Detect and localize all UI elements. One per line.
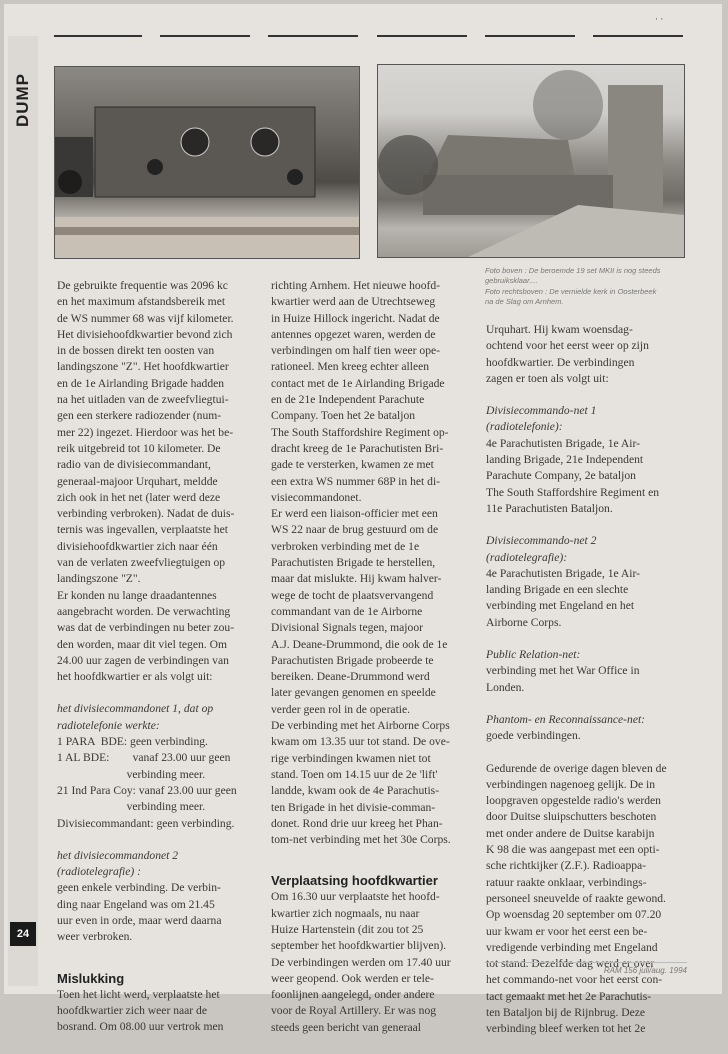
paragraph: 1 PARA BDE: geen verbinding. 1 AL BDE: vanaf 23.00 uur geen verbinding meer. 21 Ind Para Coy: vanaf 23.00 uur geen verbinding meer. Divisiecommandant: geen verbinding. bbox=[57, 735, 237, 830]
paragraph: 4e Parachutisten Brigade, 1e Air- landing Brigade, 21e Independent Parachute Company, 2e bataljon The South Staffordshire Regiment en 11e Parachutisten Bataljon. bbox=[486, 436, 660, 515]
paragraph: Urquhart. Hij kwam woensdag- ochtend voor het eerst weer op zijn hoofdkwartier. De verbindingen zagen er toen als volgt uit: bbox=[486, 323, 649, 385]
text-column-1 bbox=[57, 278, 269, 1051]
subheading-italic: Divisiecommando-net 1 (radiotelefonie): bbox=[486, 404, 597, 434]
section-heading: Verplaatsing hoofdkwartier bbox=[271, 873, 438, 889]
subheading-italic: Public Relation-net: bbox=[486, 648, 581, 662]
top-rule bbox=[593, 35, 683, 37]
paragraph: 4e Parachutisten Brigade, 1e Air- landing Brigade en een slechte verbinding met Engeland en het Airborne Corps. bbox=[486, 566, 640, 629]
paragraph: verbinding met het War Office in Londen. bbox=[486, 664, 640, 694]
section-heading: Mislukking bbox=[57, 970, 125, 986]
section-title: DUMP bbox=[13, 72, 32, 128]
photo-radio-set bbox=[54, 66, 360, 259]
church-illustration bbox=[378, 65, 684, 257]
top-rule bbox=[160, 35, 250, 37]
subheading-italic: het divisiecommandonet 2 (radiotelegrafie) : bbox=[57, 848, 179, 879]
text-column-3 bbox=[486, 322, 698, 1054]
top-rule bbox=[268, 35, 358, 37]
photo-ruined-church bbox=[377, 64, 685, 258]
subheading-italic: Phantom- en Reconnaissance-net: bbox=[486, 712, 646, 726]
section-label bbox=[6, 70, 40, 130]
paragraph: geen enkele verbinding. De verbin- ding naar Engeland was om 21.45 uur even in orde, maar werd daarna weer verbroken. bbox=[57, 881, 222, 944]
paragraph: richting Arnhem. Het nieuwe hoofd- kwartier werd aan de Utrechtseweg in Huize Hillock ingericht. Nadat de antennes opgezet waren, werden de verbindingen om half tien weer ope- rationeel. Men kreeg echter alleen contact met de 1e Airlanding Brigade en de 21e Independent Parachute Company. Toen het 2e bataljon The South Staffordshire Regiment op- dracht kreeg de 1e Parachutisten Bri- gade te versterken, kwamen ze met een extra WS nummer 68P in het di- visiecommandonet. Er werd een liaison-officier met een WS 22 naar de brug gestuurd om de verbroken verbinding met de 1e Parachutisten Brigade te herstellen, maar dat mislukte. Hij kwam halver- wege de tocht de plaatsvervangend commandant van de 1e Airborne Divisional Signals tegen, majoor A.J. Deane-Drummond, die ook de 1e Parachutisten Brigade probeerde te bereiken. Deane-Drummond werd later gevangen genomen en speelde verder geen rol in de operatie. De verbinding met het Airborne Corps kwam om 13.35 uur tot stand. De ove- rige verbindingen kwamen niet tot stand. Toen om 14.15 uur de 2e 'lift' landde, kwam ook de 4e Parachutis- ten Brigade in het divisie-comman- donet. Rond drie uur kreeg het Phan- tom-net verbinding met het 30e Corps. bbox=[271, 279, 451, 847]
paragraph: Om 16.30 uur verplaatste het hoofd- kwartier zich nogmaals, nu naar Huize Hartenstein (dit zou tot 25 september het hoofdkwartier blijven). De verbindingen werden om 17.40 uur weer geopend. Ook werden er tele- foonlijnen aangelegd, onder andere voor de Royal Artillery. Er was nog steeds geen bericht van generaal bbox=[271, 890, 451, 1034]
subheading-italic: Divisiecommando-net 2 (radiotelegrafie): bbox=[486, 534, 597, 564]
top-rule bbox=[54, 35, 142, 37]
corner-mark: · · bbox=[655, 14, 664, 24]
paragraph: De gebruikte frequentie was 2096 kc en het maximum afstandsbereik met de WS nummer 68 was vijf kilometer. Het divisiehoofdkwartier bevond zich in de bossen direkt ten oosten van landingszone "Z". Het hoofdkwartier en de 1e Airlanding Brigade hadden na het uitladen van de zweefvliegtui- gen een sterkere radiozender (num- mer 22) ingezet. Hierdoor was het be- reik uitgebreid tot 10 kilometer. De radio van de divisiecommandant, generaal-majoor Urquhart, meldde zich ook in het net (later werd deze verbinding verbroken). Nadat de duis- ternis was ingevallen, verplaatste het divisiehoofdkwartier zich naar één van de verlaten zweefvliegtuigen op landingszone "Z". Er konden nu lange draadantennes aangebracht worden. De verwachting was dat de verbindingen nu beter zou- den worden, maar dit viel tegen. Om 24.00 uur zagen de verbindingen van het hoofdkwartier er als volgt uit: bbox=[57, 279, 235, 684]
top-rule bbox=[485, 35, 575, 37]
paragraph: goede verbindingen. bbox=[486, 729, 581, 743]
footer-issue: RAM 156 juli/aug. 1994 bbox=[485, 962, 687, 975]
page-number: 24 bbox=[10, 922, 36, 946]
text-column-2 bbox=[271, 278, 483, 1052]
subheading-italic: het divisiecommandonet 1, dat op radiotelefonie werkte: bbox=[57, 702, 214, 732]
photo-caption: Foto boven : De beroemde 19 set MKII is nog steeds gebruiksklaar.... Foto rechtsboven : De vernielde kerk in Oosterbeek na de Slag om Arnhem. bbox=[485, 266, 661, 306]
side-strip bbox=[8, 36, 38, 986]
top-rule bbox=[377, 35, 467, 37]
paragraph: Gedurende de overige dagen bleven de verbindingen nagenoeg gelijk. De in loopgraven opgestelde radio's werden door Duitse sluipschutters beschoten met onder andere de Duitse karabijn K 98 die was aangepast met een opti- sche richtkijker (Z.F.). Radioappa- ratuur raakte onklaar, verbindings- personeel sneuvelde of raakte gewond. Op woensdag 20 september om 07.20 uur kwam er voor het eerst een be- vredigende verbinding met Engeland tot stand. Dezelfde dag werd er over het commando-net voor het eerst con- tact gemaakt met het 2e Parachutis- ten Bataljon bij de Rijnbrug. Deze verbinding bleef werken tot het 2e bbox=[486, 761, 667, 1036]
radio-set-illustration bbox=[55, 67, 359, 258]
paragraph: Toen het licht werd, verplaatste het hoofdkwartier zich weer naar de bosrand. Om 08.00 uur vertrok men bbox=[57, 987, 224, 1034]
